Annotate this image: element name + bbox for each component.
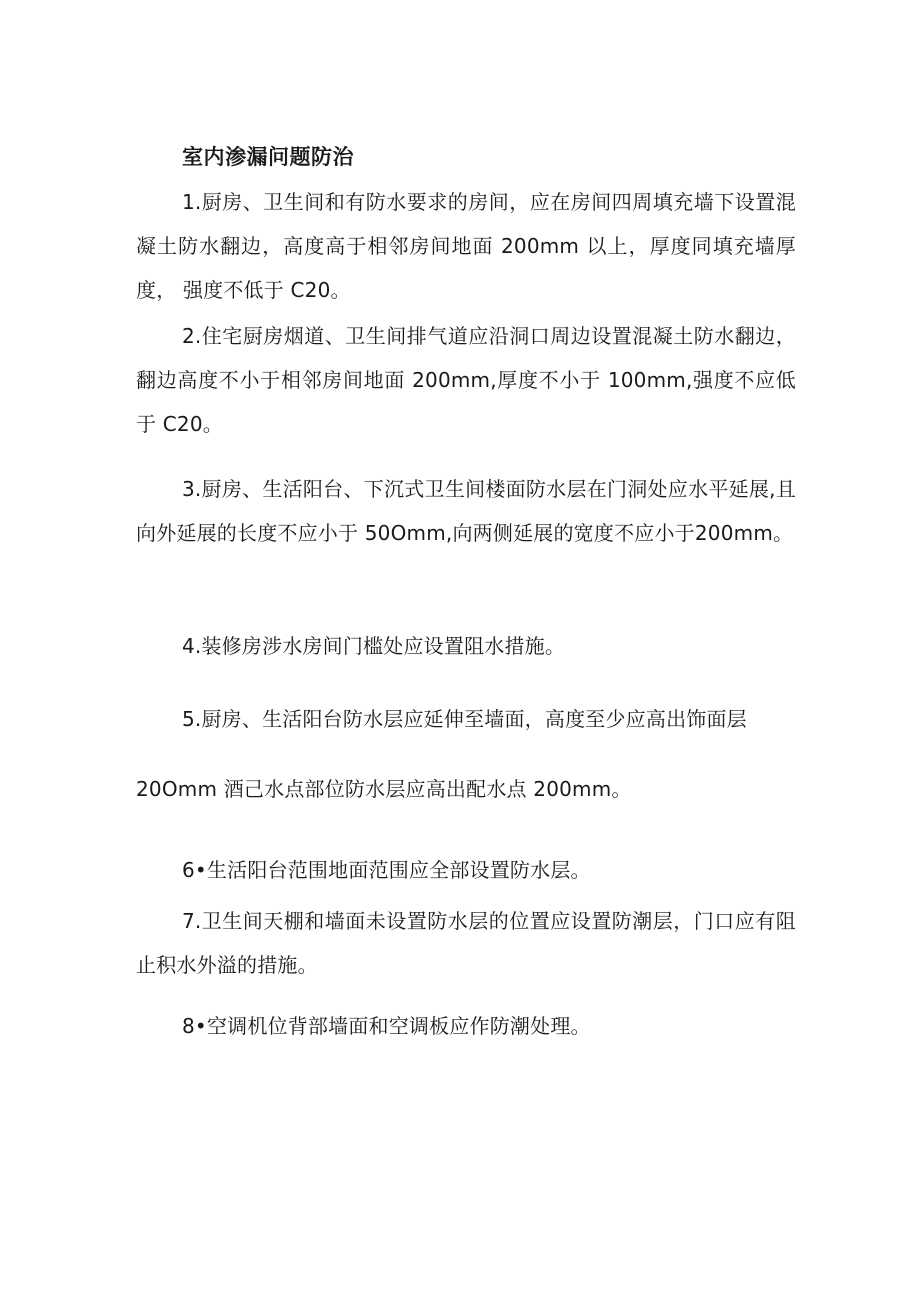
paragraph-3: 3.厨房、生活阳台、下沉式卫生间楼面防水层在门洞处应水平延展,且向外延展的长度不应小于 50Omm,向两侧延展的宽度不应小于200mm。 xyxy=(136,477,796,545)
paragraph-4: 4.装修房涉水房间门槛处应设置阻水措施。 xyxy=(182,634,566,658)
paragraph-2: 2.住宅厨房烟道、卫生间排气道应沿洞口周边设置混凝土防水翻边，翻边高度不小于相邻房间地面 200mm,厚度不小于 100mm,强度不应低于 C20。 xyxy=(136,324,796,436)
paragraph-8: 8•空调机位背部墙面和空调板应作防潮处理。 xyxy=(182,1014,591,1038)
paragraph-6: 6•生活阳台范围地面范围应全部设置防水层。 xyxy=(182,858,591,882)
document-title: 室内渗漏问题防治 xyxy=(182,145,354,169)
paragraph-7: 7.卫生间天棚和墙面未设置防水层的位置应设置防潮层，门口应有阻止积水外溢的措施。 xyxy=(136,909,796,977)
paragraph-5: 5.厨房、生活阳台防水层应延伸至墙面，高度至少应高出饰面层 xyxy=(182,707,747,731)
paragraph-5-continuation: 20Omm 酒己水点部位防水层应高出配水点 200mm。 xyxy=(136,777,632,801)
paragraph-1: 1.厨房、卫生间和有防水要求的房间，应在房间四周填充墙下设置混凝土防水翻边，高度高于相邻房间地面 200mm 以上，厚度同填充墙厚度， 强度不低于 C20。 xyxy=(136,190,796,302)
